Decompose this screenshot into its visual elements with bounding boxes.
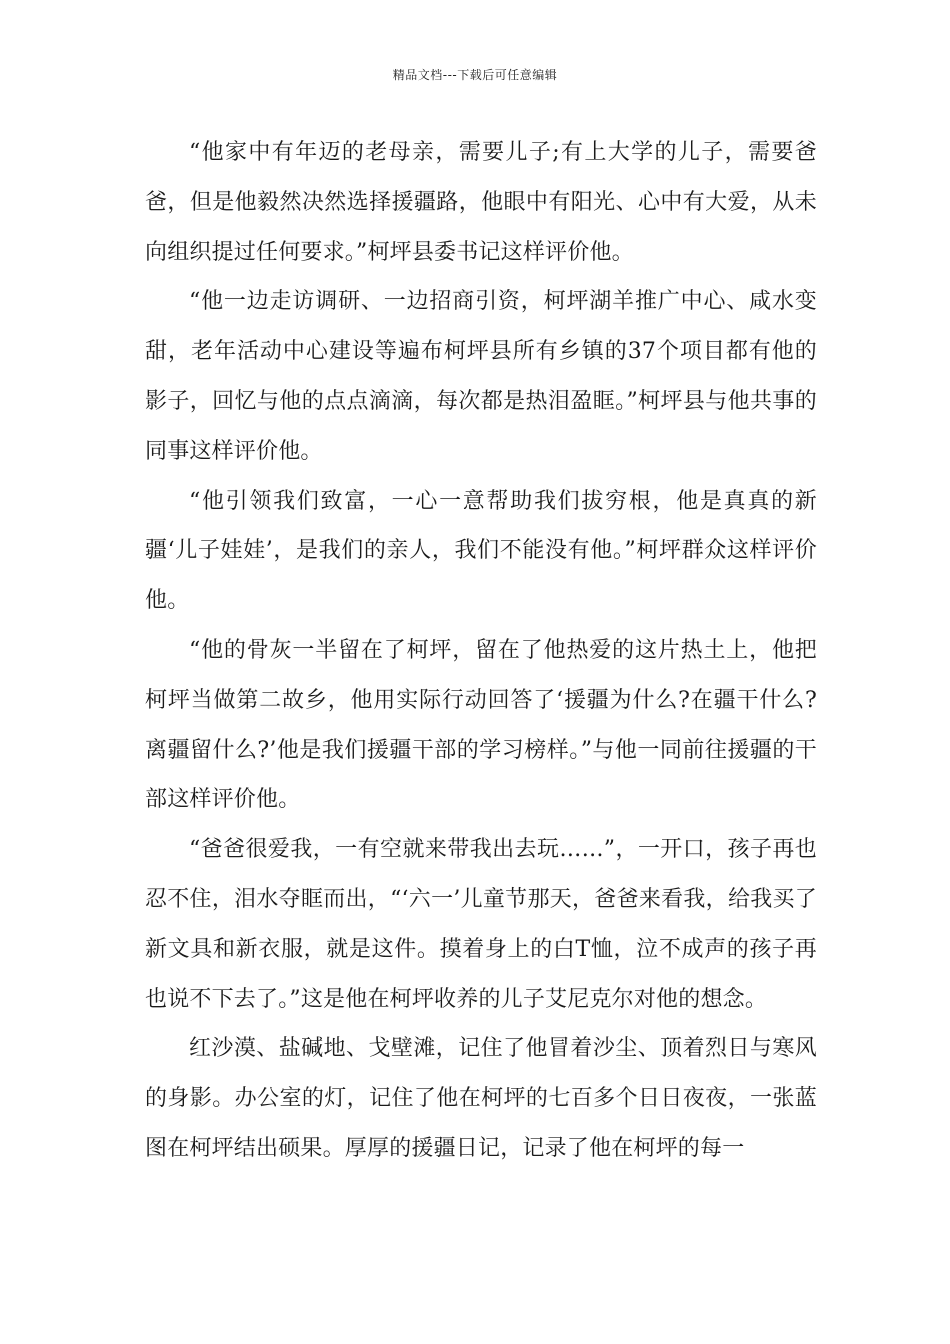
page-header: 精品文档---下载后可任意编辑 (392, 68, 558, 82)
paragraph-3: “他引领我们致富，一心一意帮助我们拔穷根，他是真真的新疆‘儿子娃娃’，是我们的亲人，我们不能没有他。”柯坪群众这样评价他。 (145, 488, 817, 614)
paragraph-2: “他一边走访调研、一边招商引资，柯坪湖羊推广中心、咸水变甜，老年活动中心建设等遍布柯坪县所有乡镇的37个项目都有他的影子，回忆与他的点点滴滴，每次都是热泪盈眶。”柯坪县与他共事的同事这样评价他。 (145, 289, 817, 464)
paragraph-6: 红沙漠、盐碱地、戈壁滩，记住了他冒着沙尘、顶着烈日与寒风的身影。办公室的灯，记住了他在柯坪的七百多个日日夜夜，一张蓝图在柯坪结出硕果。厚厚的援疆日记，记录了他在柯坪的每一 (145, 1036, 817, 1161)
paragraph-5: “爸爸很爱我，一有空就来带我出去玩……”，一开口，孩子再也忍不住，泪水夺眶而出，“‘六一’儿童节那天，爸爸来看我，给我买了新文具和新衣服，就是这件。摸着身上的白T恤，泣不成声的孩子再也说不下去了。”这是他在柯坪收养的儿子艾尼克尔对他的想念。 (145, 837, 817, 1012)
paragraph-4: “他的骨灰一半留在了柯坪，留在了他热爱的这片热土上，他把柯坪当做第二故乡，他用实际行动回答了‘援疆为什么?在疆干什么?离疆留什么?’他是我们援疆干部的学习榜样。”与他一同前往援疆的干部这样评价他。 (145, 637, 817, 813)
document-body (145, 128, 817, 1174)
paragraph-1: “他家中有年迈的老母亲，需要儿子;有上大学的儿子，需要爸爸，但是他毅然决然选择援疆路，他眼中有阳光、心中有大爱，从未向组织提过任何要求。”柯坪县委书记这样评价他。 (145, 140, 817, 265)
